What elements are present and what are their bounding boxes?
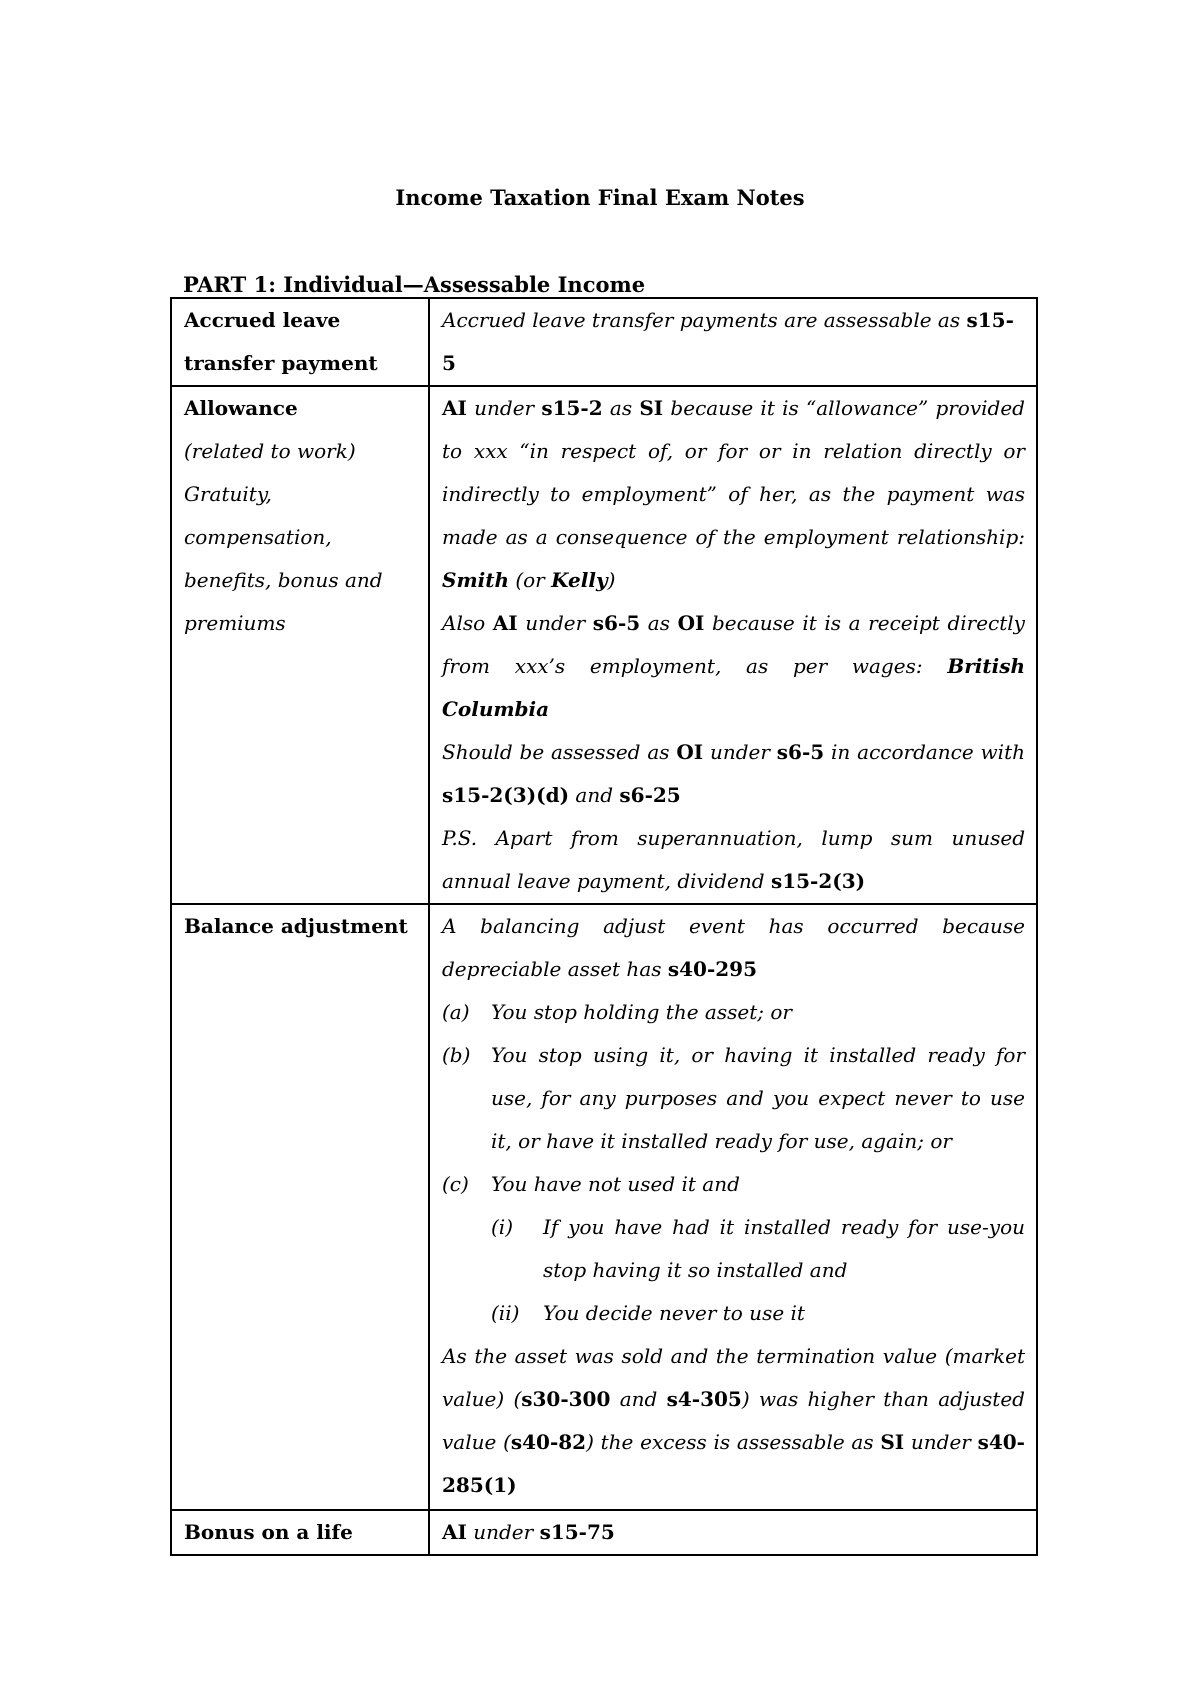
table-row — [171, 904, 1037, 1510]
term-label: Allowance — [184, 396, 298, 420]
description-paragraph: A balancing adjust event has occurred because depreciable asset has s40-295 — [442, 914, 1025, 981]
description-cell — [429, 386, 1037, 904]
term-label: Bonus on a life — [184, 1520, 353, 1544]
term-note: (related to work) — [184, 439, 356, 463]
sub-list-item: (i) If you have had it installed ready for use-you stop having it so installed and — [491, 1215, 1025, 1282]
table-row — [171, 1510, 1037, 1555]
term-cell — [171, 298, 429, 386]
description-paragraph: Should be assessed as OI under s6-5 in accordance with s15-2(3)(d) and s6-25 — [442, 740, 1025, 807]
description-text: Accrued leave transfer payments are assessable as s15-5 — [442, 308, 1014, 375]
document-title: Income Taxation Final Exam Notes — [395, 185, 805, 210]
description-paragraph: P.S. Apart from superannuation, lump sum unused annual leave payment, dividend s15-2(3) — [442, 826, 1025, 893]
term-note: premiums — [184, 611, 286, 635]
term-note: benefits, bonus and — [184, 568, 383, 592]
part-heading: PART 1: Individual—Assessable Income — [183, 272, 646, 297]
description-paragraph: As the asset was sold and the termination value (market value) (s30-300 and s4-305) was higher than adjusted value (s40-82) the excess is assessable as SI under s40-285(1) — [442, 1344, 1025, 1497]
term-cell — [171, 1510, 429, 1555]
term-cell — [171, 904, 429, 1510]
term-cell — [171, 386, 429, 904]
term-note: compensation, — [184, 525, 332, 549]
term-note: Gratuity, — [184, 482, 272, 506]
term-label: Accrued leave transfer payment — [184, 308, 378, 375]
sub-list-item: (ii) You decide never to use it — [491, 1301, 805, 1325]
description-paragraph: AI under s15-2 as SI because it is “allowance” provided to xxx “in respect of, or for or in relation directly or indirectly to employment” of her, as the payment was made as a consequence of the employment relationship: Smith (or Kelly) — [442, 396, 1025, 592]
notes-table — [170, 297, 1038, 1556]
list-item: (a) You stop holding the asset; or — [442, 1000, 792, 1024]
list-item: (b) You stop using it, or having it installed ready for use, for any purposes and you expect never to use it, or have it installed ready for use, again; or — [442, 1043, 1025, 1153]
table-row — [171, 386, 1037, 904]
description-paragraph: Also AI under s6-5 as OI because it is a receipt directly from xxx’s employment, as per wages: British Columbia — [442, 611, 1025, 721]
term-label: Balance adjustment — [184, 914, 408, 938]
description-text: AI under s15-75 — [442, 1520, 615, 1544]
list-item: (c) You have not used it and — [442, 1172, 740, 1196]
description-cell — [429, 904, 1037, 1510]
description-cell — [429, 1510, 1037, 1555]
description-cell — [429, 298, 1037, 386]
table-row — [171, 298, 1037, 386]
